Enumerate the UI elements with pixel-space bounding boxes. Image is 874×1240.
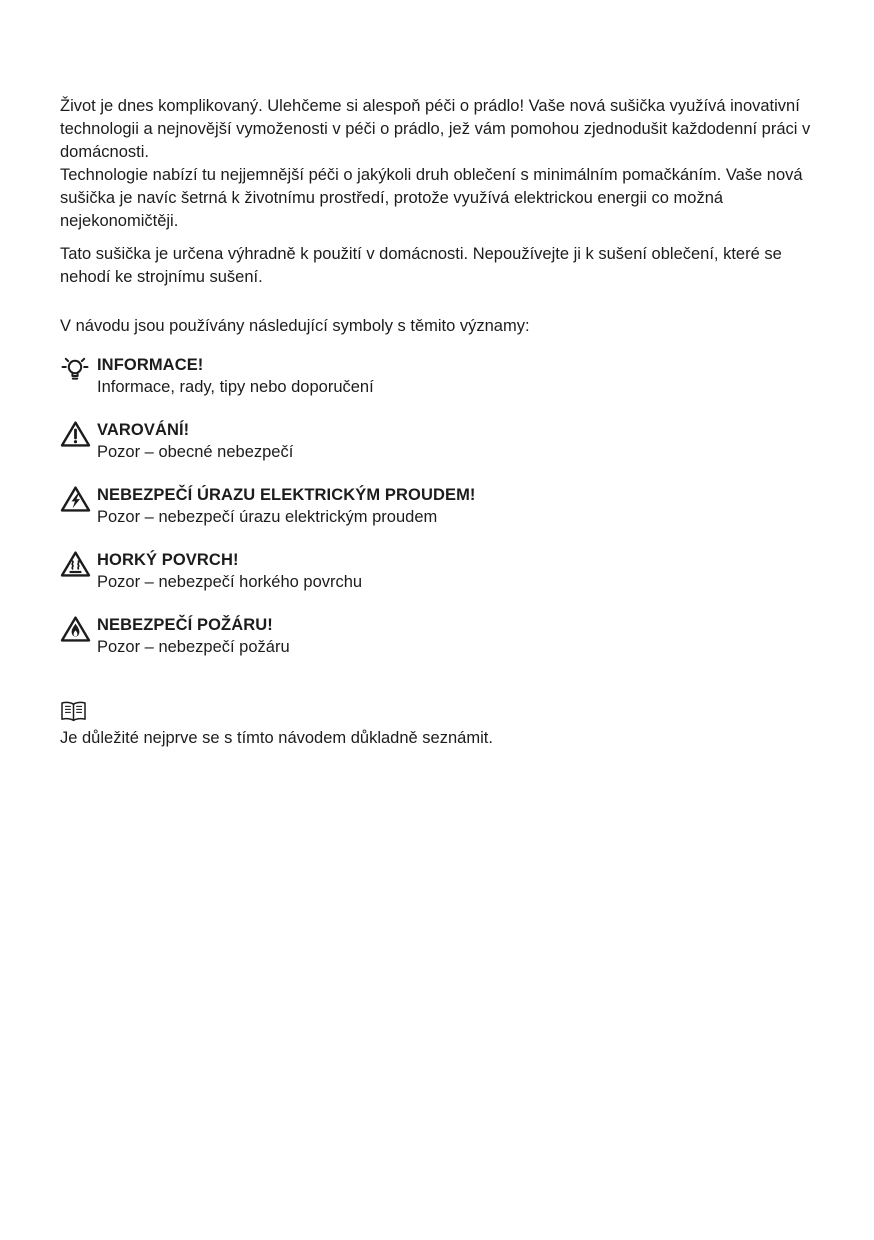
symbol-title: VAROVÁNÍ! xyxy=(97,421,190,439)
symbol-title: NEBEZPEČÍ ÚRAZU ELEKTRICKÝM PROUDEM! xyxy=(97,486,476,504)
symbol-description: Pozor – obecné nebezpečí xyxy=(97,443,294,461)
symbol-item-fire xyxy=(60,614,818,658)
symbol-title: HORKÝ POVRCH! xyxy=(97,551,239,569)
symbol-item-information xyxy=(60,354,818,398)
symbol-texts xyxy=(97,549,818,593)
symbol-texts xyxy=(97,354,818,398)
intro-paragraph-2: Technologie nabízí tu nejjemnější péči o jakýkoli druh oblečení s minimálním pomačkáním. Vaše nová sušička je navíc šetrná k životnímu prostředí, protože využívá elektrickou energii co možná nejekonomičtěji. xyxy=(60,166,803,230)
spacer xyxy=(60,233,818,243)
symbol-texts xyxy=(97,484,818,528)
warning-triangle-icon xyxy=(60,419,97,448)
hot-surface-triangle-icon xyxy=(60,549,97,578)
open-book-icon xyxy=(60,700,818,723)
symbol-title: NEBEZPEČÍ POŽÁRU! xyxy=(97,616,273,634)
symbol-texts xyxy=(97,614,818,658)
symbol-legend-list xyxy=(60,354,818,658)
symbol-description: Informace, rady, tipy nebo doporučení xyxy=(97,378,374,396)
symbol-texts xyxy=(97,419,818,463)
electric-shock-triangle-icon xyxy=(60,484,97,513)
fire-triangle-icon xyxy=(60,614,97,643)
symbol-description: Pozor – nebezpečí úrazu elektrickým proudem xyxy=(97,508,438,526)
symbol-item-electric-shock xyxy=(60,484,818,528)
symbols-lead-paragraph: V návodu jsou používány následující symboly s těmito významy: xyxy=(60,317,530,335)
intro-paragraph-1: Život je dnes komplikovaný. Ulehčeme si alespoň péči o prádlo! Vaše nová sušička využívá inovativní technologii a nejnovější vymoženosti v péči o prádlo, jež vám pomohou zjednodušit každodenní práci v domácnosti. xyxy=(60,97,811,161)
footer-note-text: Je důležité nejprve se s tímto návodem důkladně seznámit. xyxy=(60,729,493,747)
symbol-item-warning xyxy=(60,419,818,463)
read-manual-note xyxy=(60,700,818,750)
symbol-item-hot-surface xyxy=(60,549,818,593)
intro-block xyxy=(60,95,818,338)
symbol-description: Pozor – nebezpečí požáru xyxy=(97,638,290,656)
info-bulb-icon xyxy=(60,354,97,385)
spacer xyxy=(60,289,818,315)
intro-paragraph-3: Tato sušička je určena výhradně k použití v domácnosti. Nepoužívejte ji k sušení oblečení, které se nehodí ke strojnímu sušení. xyxy=(60,245,782,286)
symbol-description: Pozor – nebezpečí horkého povrchu xyxy=(97,573,363,591)
symbol-title: INFORMACE! xyxy=(97,356,204,374)
